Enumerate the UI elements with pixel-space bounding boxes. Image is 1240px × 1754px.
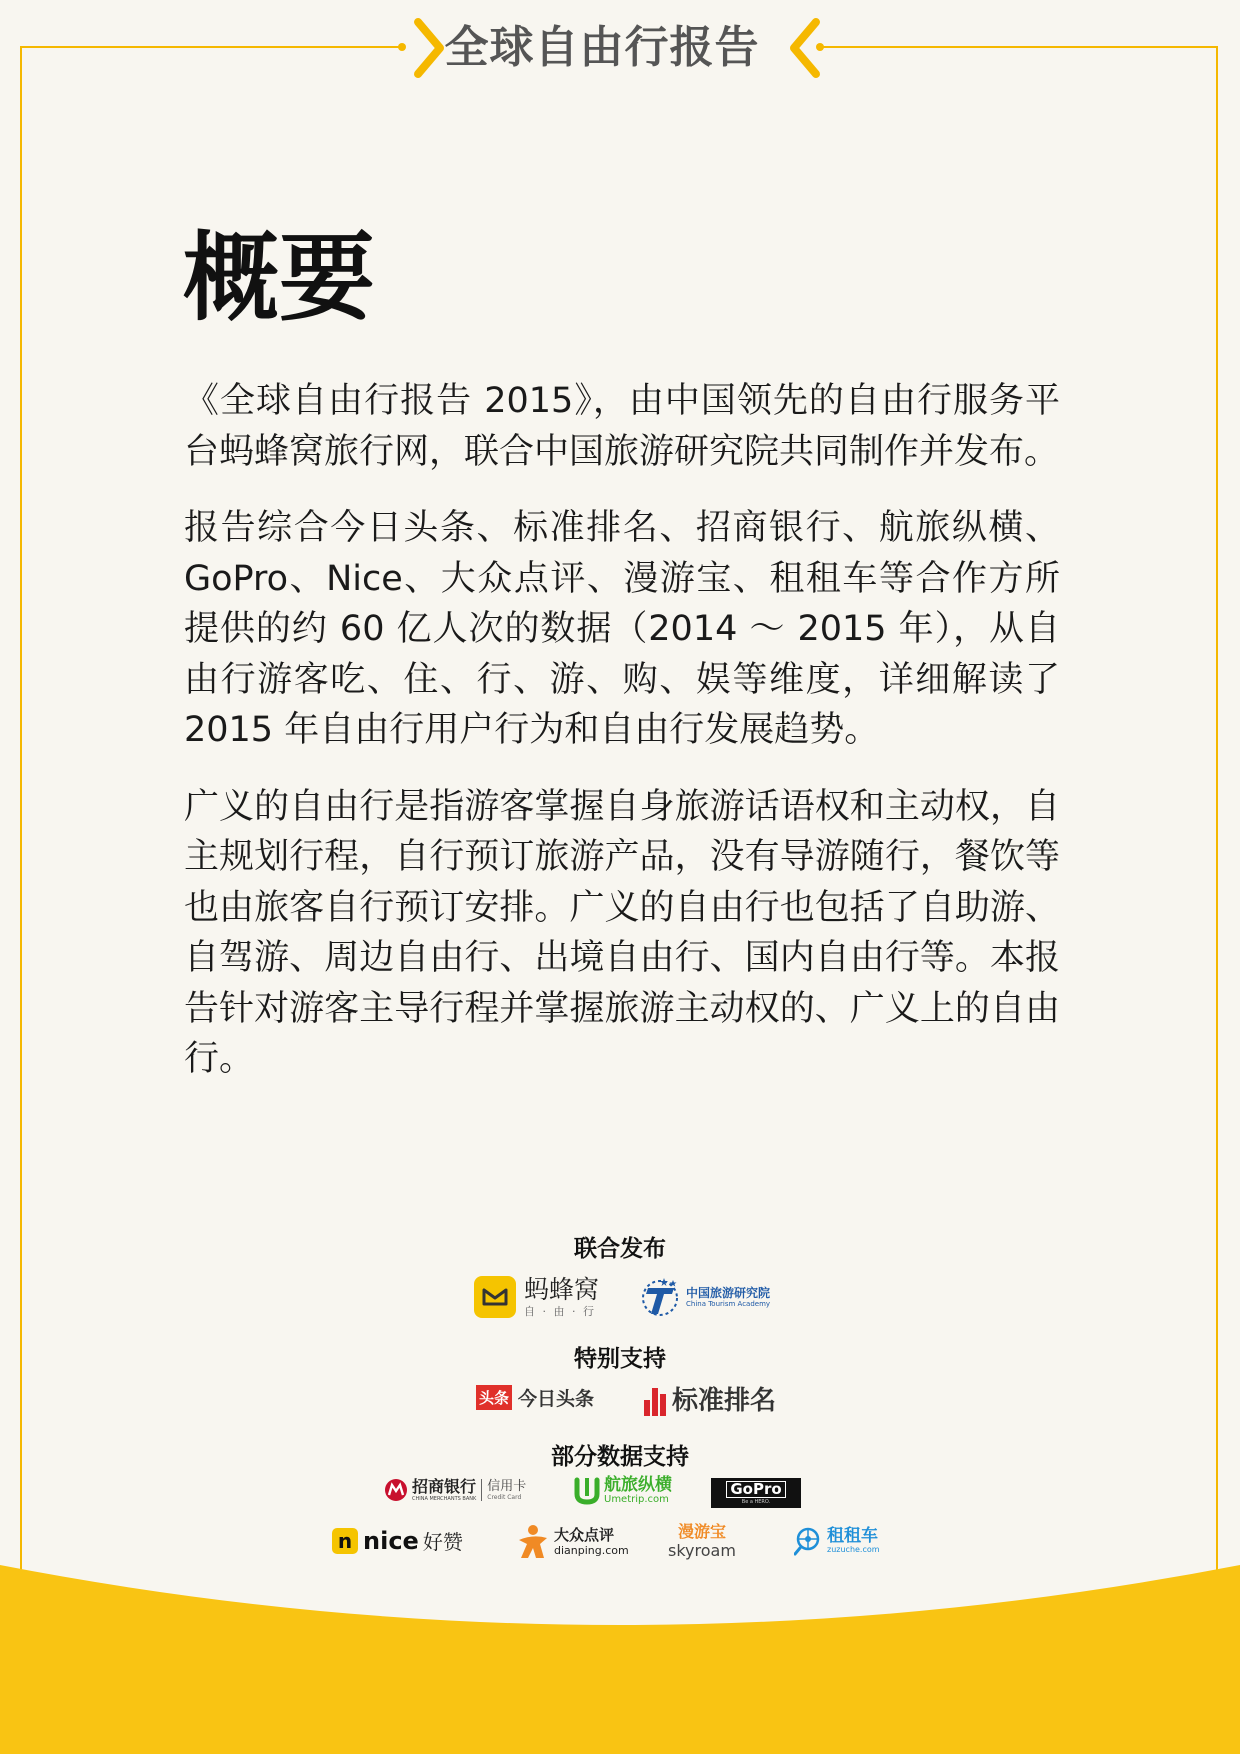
mafengwo-logo: [474, 1276, 599, 1318]
biaozhun-name: 标准排名: [672, 1386, 777, 1416]
summary-body: [184, 376, 1060, 1111]
joint-publish-heading: 联合发布: [574, 1235, 666, 1262]
cta-sub: China Tourism Academy: [686, 1299, 771, 1308]
gopro-name: GoPro: [726, 1481, 785, 1498]
umetrip-name: 航旅纵横: [604, 1475, 672, 1495]
paragraph-definition: 广义的自由行是指游客掌握自身旅游话语权和主动权，自主规划行程，自行预订旅游产品，没有导游随行，餐饮等也由旅客自行预订安排。广义的自由行也包括了自助游、自驾游、周边自由行、出境自由行、国内自由行等。本报告针对游客主导行程并掌握旅游主动权的、广义上的自由行。: [184, 786, 1060, 1079]
zuzuche-name: 租租车: [827, 1526, 878, 1546]
toutiao-logo: [476, 1384, 594, 1411]
cmb-card-sub: Credit Card: [487, 1493, 522, 1501]
cta-emblem-icon: [640, 1276, 680, 1318]
umetrip-icon: [572, 1476, 602, 1506]
cmb-card: 信用卡: [487, 1478, 527, 1494]
bottom-wave-decoration: [0, 1555, 1240, 1754]
cta-logo: [640, 1276, 770, 1318]
cmb-logo: [384, 1478, 526, 1502]
cta-name: 中国旅游研究院: [686, 1285, 771, 1300]
zuzuche-logo: [794, 1526, 880, 1556]
nice-cn: 好赞: [422, 1530, 463, 1554]
gopro-sub: Be a HERO.: [741, 1499, 771, 1505]
paragraph-intro: 《全球自由行报告 2015》，由中国领先的自由行服务平台蚂蜂窝旅行网，联合中国旅游研究院共同制作并发布。: [184, 381, 1060, 472]
umetrip-logo: [572, 1476, 672, 1506]
mafengwo-name: 蚂蜂窝: [524, 1275, 600, 1304]
header-rule-right: [818, 46, 1216, 48]
umetrip-sub: Umetrip.com: [604, 1494, 669, 1505]
gopro-logo: [711, 1478, 801, 1508]
data-support-heading: 部分数据支持: [551, 1443, 689, 1470]
cmb-sub: CHINA MERCHANTS BANK: [412, 1495, 477, 1502]
dianping-name: 大众点评: [554, 1526, 615, 1544]
skyroam-logo: [668, 1524, 736, 1559]
nice-badge: n: [332, 1528, 358, 1554]
skyroam-cn: 漫游宝: [677, 1522, 726, 1541]
nice-name: nice: [363, 1526, 419, 1555]
mafengwo-sub: 自 · 由 · 行: [524, 1305, 596, 1318]
nice-logo: [332, 1526, 463, 1555]
page-title: 概要: [183, 221, 375, 334]
dianping-sub: dianping.com: [554, 1544, 629, 1557]
header-title: 全球自由行报告: [444, 22, 760, 73]
toutiao-badge: 头条: [476, 1385, 512, 1410]
biaozhun-logo: [644, 1380, 776, 1417]
toutiao-name: 今日头条: [518, 1388, 595, 1410]
skyroam-name: skyroam: [668, 1541, 736, 1560]
mafengwo-icon: [474, 1276, 516, 1318]
paragraph-data-sources: 报告综合今日头条、标准排名、招商银行、航旅纵横、GoPro、Nice、大众点评、漫游宝、租租车等合作方所提供的约 60 亿人次的数据（2014 ～ 2015 年），从自由行游客吃、住、行、游、购、娱等维度，详细解读了 2015 年自由行用户行为和自由行发展趋势。: [184, 508, 1060, 750]
zuzuche-sub: zuzuche.com: [827, 1545, 880, 1554]
cmb-name: 招商银行: [412, 1476, 477, 1496]
header-rule-left: [20, 46, 400, 48]
header-dot-left: [398, 43, 406, 51]
zuzuche-wheel-icon: [794, 1526, 824, 1556]
special-support-heading: 特别支持: [574, 1345, 666, 1372]
cmb-emblem-icon: [384, 1478, 408, 1502]
bar-chart-icon: [644, 1382, 670, 1416]
chevron-left-icon: [784, 16, 824, 80]
